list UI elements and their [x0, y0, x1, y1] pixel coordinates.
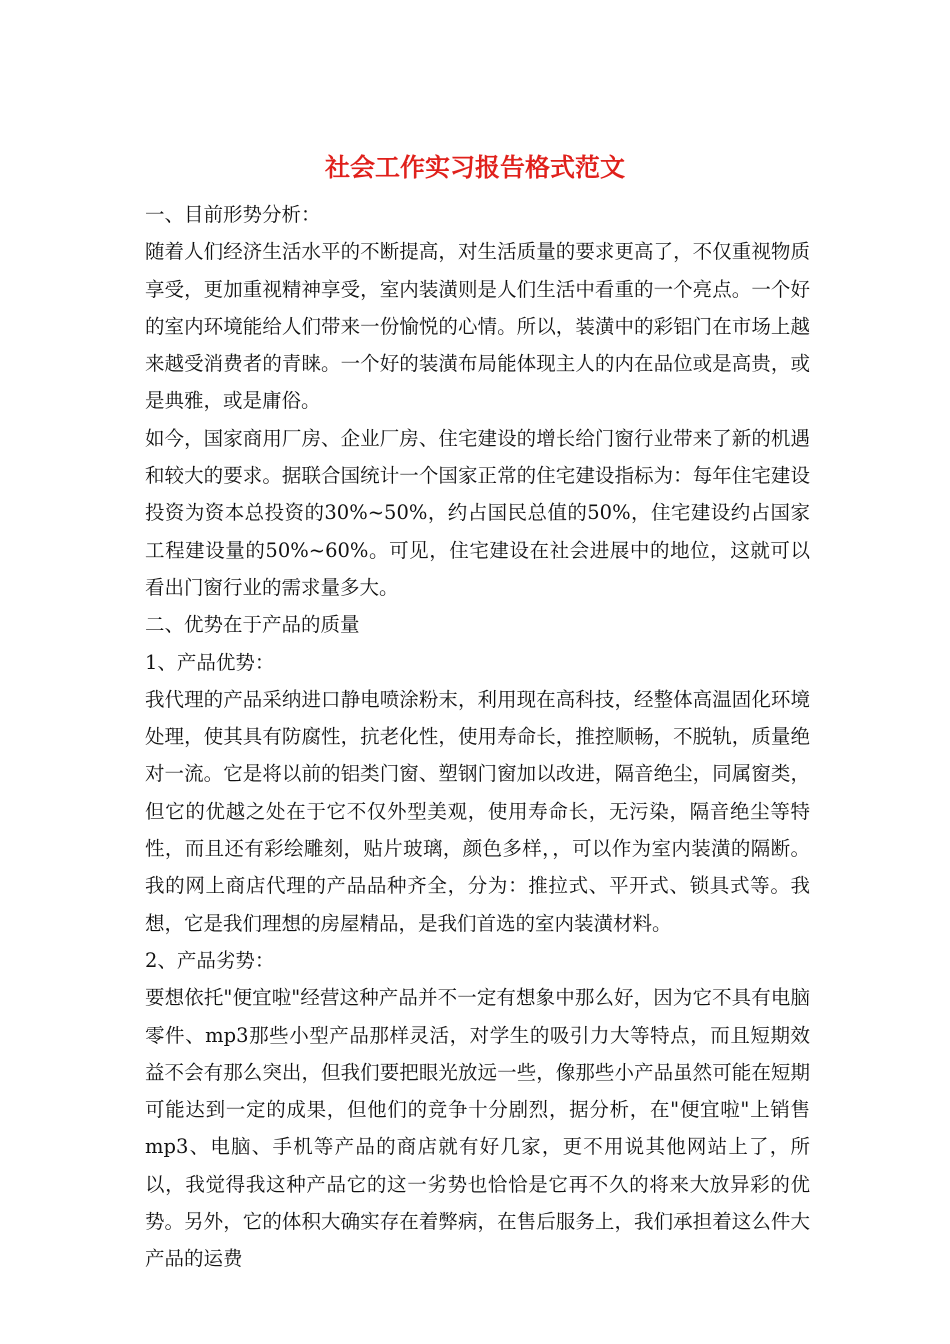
paragraph-product-disadvantages: 要想依托"便宜啦"经营这种产品并不一定有想象中那么好，因为它不具有电脑零件、mp3那些小型产品那样灵活，对学生的吸引力大等特点，而且短期效益不会有那么突出，但我们要把眼光放远一些，像那些小产品虽然可能在短期可能达到一定的成果，但他们的竞争十分剧烈，据分析，在"便宜啦"上销售mp3、电脑、手机等产品的商店就有好几家，更不用说其他网站上了，所以，我觉得我这种产品它的这一劣势也恰恰是它再不久的将来大放异彩的优势。另外，它的体积大确实存在着弊病，在售后服务上，我们承担着这么件大产品的运费	[145, 986, 810, 1271]
paragraph-product-advantages: 我代理的产品采纳进口静电喷涂粉末，利用现在高科技，经整体高温固化环境处理，使其具有防腐性，抗老化性，使用寿命长，推控顺畅，不脱轨，质量绝对一流。它是将以前的铝类门窗、塑钢门窗加以改进，隔音绝尘，同属窗类，但它的优越之处在于它不仅外型美观，使用寿命长，无污染，隔音绝尘等特性，而且还有彩绘雕刻，贴片玻璃，颜色多样，，可以作为室内装潢的隔断。我的网上商店代理的产品品种齐全，分为：推拉式、平开式、锁具式等。我想，它是我们理想的房屋精品，是我们首选的室内装潢材料。	[145, 687, 810, 935]
section-heading-quality: 二、优势在于产品的质量	[145, 613, 360, 637]
subheading-product-disadvantages: 2、产品劣势：	[145, 948, 275, 972]
document-title: 社会工作实习报告格式范文	[324, 153, 625, 182]
subheading-product-advantages: 1、产品优势：	[145, 650, 275, 674]
paragraph-housing-construction: 如今，国家商用厂房、企业厂房、住宅建设的增长给门窗行业带来了新的机遇和较大的要求。据联合国统计一个国家正常的住宅建设指标为：每年住宅建设投资为资本总投资的30%~50%，约占国民总值的50%，住宅建设约占国家工程建设量的50%~60%。可见，住宅建设在社会进展中的地位，这就可以看出门窗行业的需求量多大。	[145, 426, 810, 599]
paragraph-living-standards: 随着人们经济生活水平的不断提高，对生活质量的要求更高了，不仅重视物质享受，更加重视精神享受，室内装潢则是人们生活中看重的一个亮点。一个好的室内环境能给人们带来一份愉悦的心情。所以，装潢中的彩铝门在市场上越来越受消费者的青睐。一个好的装潢布局能体现主人的内在品位或是高贵，或是典雅，或是庸俗。	[145, 240, 810, 413]
document-body	[145, 196, 810, 1278]
section-heading-situation: 一、目前形势分析：	[145, 203, 321, 226]
